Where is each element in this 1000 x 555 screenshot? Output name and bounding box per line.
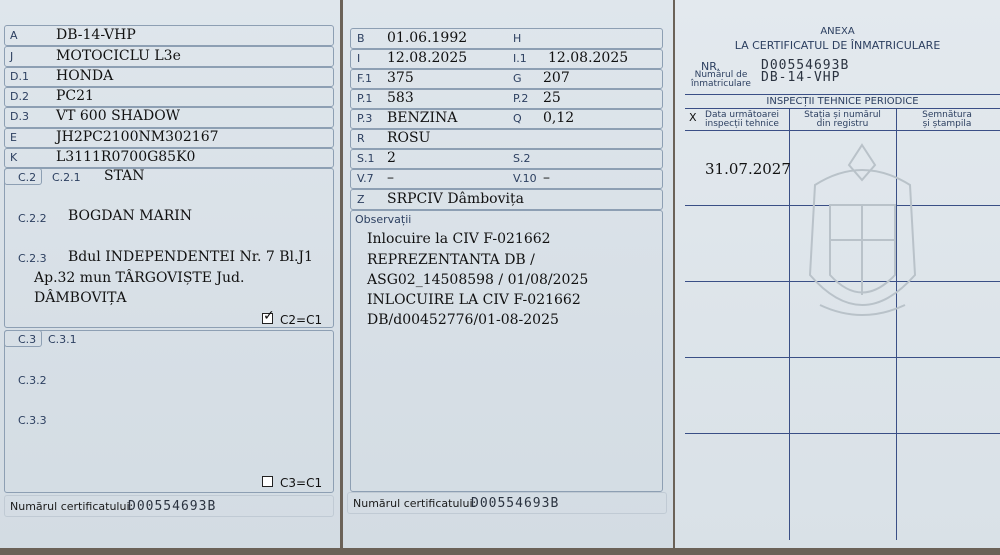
col-date-line-1: Data următoarei	[705, 110, 779, 120]
label-b: B	[357, 32, 365, 45]
surname: STAN	[104, 168, 145, 184]
label-p3: P.3	[357, 112, 373, 125]
c22-label: C.2.2	[18, 212, 47, 225]
row-a	[4, 25, 334, 46]
value-p3: BENZINA	[387, 110, 458, 126]
cert-number-value-2: D00554693B	[471, 496, 560, 511]
col-station-line-1: Stația și numărul	[804, 110, 881, 120]
label-v10: V.10	[513, 172, 537, 185]
value-i: 12.08.2025	[387, 50, 468, 66]
field-code-d3: D.3	[10, 110, 29, 123]
field-code-e: E	[10, 131, 17, 144]
label-s1: S.1	[357, 152, 375, 165]
value-p1: 583	[387, 90, 414, 106]
label-q: Q	[513, 112, 522, 125]
check-icon: ✓	[263, 308, 275, 324]
technical-data-panel	[343, 0, 673, 548]
field-value-d3: VT 600 SHADOW	[56, 108, 181, 124]
address-line-1: Bdul INDEPENDENTEI Nr. 7 Bl.J1	[68, 249, 313, 265]
cert-number-label: Numărul certificatului:	[10, 500, 134, 513]
label-v7: V.7	[357, 172, 374, 185]
row-d2	[4, 87, 334, 107]
c21-label: C.2.1	[52, 171, 81, 184]
label-f1: F.1	[357, 72, 373, 85]
given-names: BOGDAN MARIN	[68, 208, 193, 224]
field-value-k: L3111R0700G85K0	[56, 149, 196, 165]
annex-title: ANEXA	[820, 26, 855, 37]
field-value-d2: PC21	[56, 88, 94, 104]
annex-nr-value: D00554693B	[761, 58, 850, 73]
c31-label: C.3.1	[48, 333, 77, 346]
observation-line-3: ASG02_14508598 / 01/08/2025	[367, 272, 589, 288]
observations-label: Observații	[355, 213, 412, 226]
reg-label-1: Numărul de	[694, 70, 748, 80]
value-g: 207	[543, 70, 570, 86]
field-value-e: JH2PC2100NM302167	[56, 129, 219, 145]
row-v	[350, 169, 663, 189]
field-code-d1: D.1	[10, 70, 29, 83]
col-station-line-2: din registru	[816, 119, 869, 129]
address-line-2: Ap.32 mun TÂRGOVIȘTE Jud.	[34, 270, 245, 286]
value-r: ROSU	[387, 130, 431, 146]
annex-nr-label: NR.	[701, 60, 720, 73]
label-g: G	[513, 72, 522, 85]
value-i1: 12.08.2025	[548, 50, 629, 66]
value-v10: –	[543, 170, 550, 186]
label-s2: S.2	[513, 152, 531, 165]
value-p2: 25	[543, 90, 561, 106]
value-f1: 375	[387, 70, 414, 86]
field-code-d2: D.2	[10, 90, 29, 103]
c23-label: C.2.3	[18, 252, 47, 265]
label-r: R	[357, 132, 365, 145]
value-s1: 2	[387, 150, 396, 166]
table-top-line	[685, 94, 1000, 95]
label-h: H	[513, 32, 522, 45]
c3-label: C.3	[18, 333, 37, 346]
annex-reg-value: DB-14-VHP	[761, 70, 841, 85]
address-line-3: DÂMBOVIȚA	[34, 290, 127, 306]
col-signature-line-1: Semnătura	[922, 110, 972, 120]
observation-line-4: INLOCUIRE LA CIV F-021662	[367, 292, 581, 308]
vehicle-data-panel	[0, 0, 340, 548]
label-p2: P.2	[513, 92, 529, 105]
col-signature-line-2: și ștampila	[922, 119, 972, 129]
inspections-title: INSPECȚII TEHNICE PERIODICE	[766, 96, 919, 107]
x-label: X	[689, 111, 697, 124]
col-date-line-2: inspecții tehnice	[705, 119, 779, 129]
coat-of-arms-watermark	[795, 135, 930, 335]
field-code-k: K	[10, 151, 18, 164]
observation-line-1: Inlocuire la CIV F-021662	[367, 231, 551, 247]
field-code-a: A	[10, 29, 18, 42]
c33-label: C.3.3	[18, 414, 47, 427]
label-z: Z	[357, 193, 365, 206]
field-value-a: DB-14-VHP	[56, 27, 136, 43]
value-b: 01.06.1992	[387, 30, 468, 46]
field-value-d1: HONDA	[56, 68, 114, 84]
row-s	[350, 149, 663, 169]
table-row-line-3	[685, 357, 1000, 358]
table-row-line-4	[685, 433, 1000, 434]
annex-panel	[675, 0, 1000, 548]
annex-subtitle: LA CERTIFICATUL DE ÎNMATRICULARE	[734, 39, 941, 52]
table-header-line	[685, 130, 1000, 131]
c3-c1-checkbox[interactable]	[262, 476, 273, 487]
c3-c1-label: C3=C1	[280, 476, 323, 490]
c2-c1-label: C2=C1	[280, 313, 323, 327]
cert-number-value: D00554693B	[128, 499, 217, 514]
field-code-j: J	[10, 50, 14, 63]
cert-number-label-2: Numărul certificatului:	[353, 497, 477, 510]
c2-label: C.2	[18, 171, 37, 184]
value-z: SRPCIV Dâmbovița	[387, 191, 524, 207]
field-value-j: MOTOCICLU L3e	[56, 48, 181, 64]
observation-line-5: DB/d00452776/01-08-2025	[367, 312, 559, 328]
c32-label: C.3.2	[18, 374, 47, 387]
reg-label-2: înmatriculare	[691, 79, 751, 89]
label-p1: P.1	[357, 92, 373, 105]
row-d1	[4, 67, 334, 87]
user-block	[4, 330, 334, 493]
label-i: I	[357, 52, 361, 65]
label-i1: I.1	[513, 52, 527, 65]
value-q: 0,12	[543, 110, 575, 126]
value-v7: –	[387, 170, 394, 186]
next-inspection-date: 31.07.2027	[705, 160, 791, 178]
observation-line-2: REPREZENTANTA DB /	[367, 252, 535, 268]
table-title-line	[685, 108, 1000, 109]
